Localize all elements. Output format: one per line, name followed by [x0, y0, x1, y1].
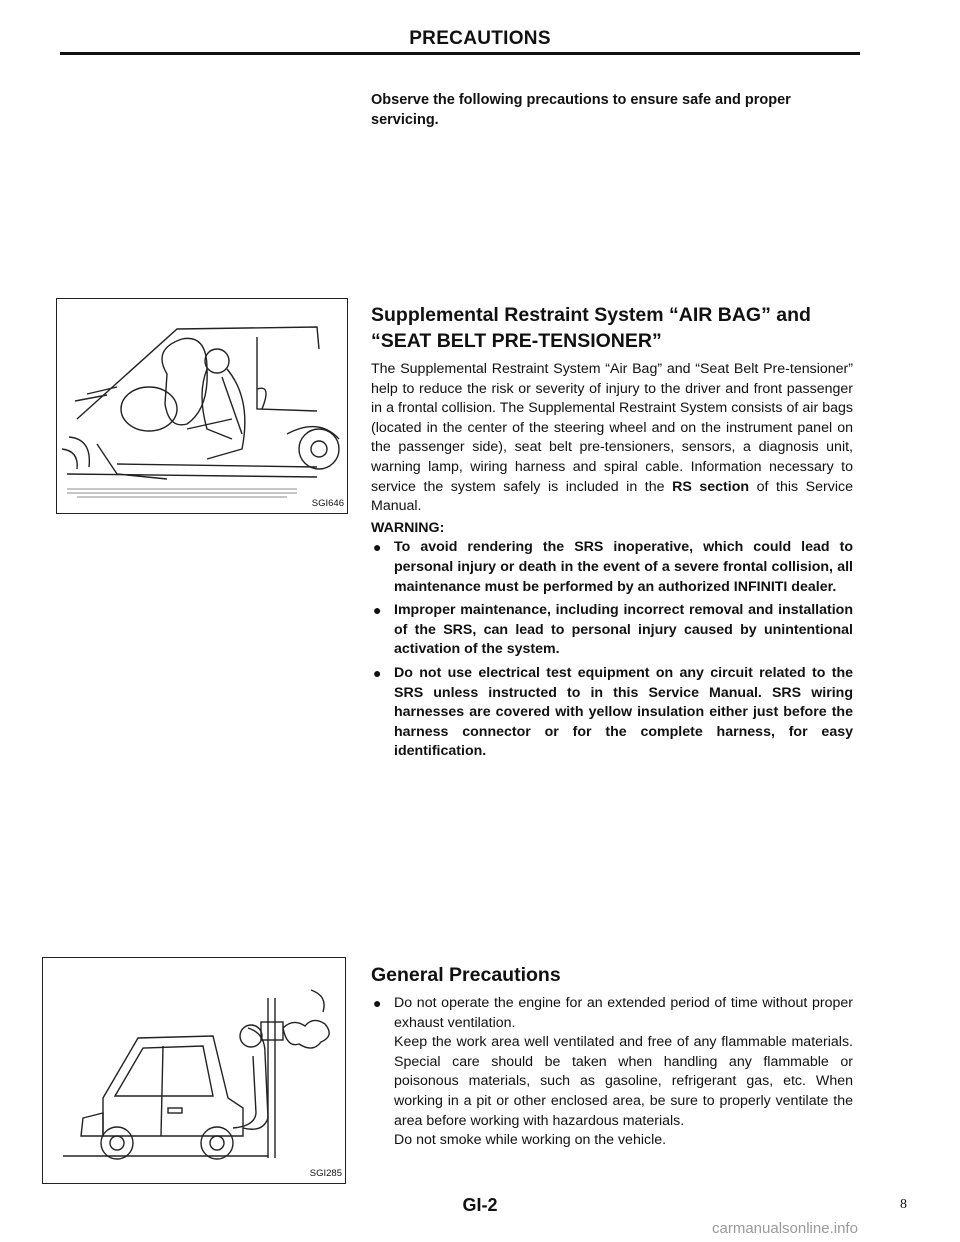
warning-label: WARNING:: [371, 519, 445, 536]
warning-item: ● To avoid rendering the SRS inoperative, which could lead to personal injury or death in the event of a severe frontal collision, all maintenance must be performed by an authorized INFINITI dealer.: [373, 539, 853, 595]
intro-text: Observe the following precautions to ensure safe and proper servicing.: [371, 92, 791, 128]
figure-code: SGI646: [311, 498, 344, 509]
bullet-icon: ●: [373, 602, 382, 619]
bullet-icon: ●: [373, 539, 382, 556]
warning-item: ● Improper maintenance, including incorrect removal and installation of the SRS, can lead to personal injury caused by unintentional activation of the system.: [373, 602, 853, 658]
airbag-figure: [56, 298, 348, 514]
general-precautions-section: [371, 962, 853, 1155]
exhaust-figure: [42, 957, 346, 1184]
rs-section-ref: RS section: [672, 478, 750, 495]
general-item: ● Do not operate the engine for an extended period of time without proper exhaust ventilation. Keep the work area well ventilated and free of any flammable materials. Special care should be taken when handling any flammable or poisonous materials, such as gasoline, refrigerant gas, etc. When working in a pit or other enclosed area, be sure to properly ventilate the area before working with hazardous materials. Do not smoke while working on the vehicle.: [373, 995, 853, 1149]
watermark-text: carmanualsonline.info: [712, 1220, 858, 1237]
bullet-icon: ●: [373, 664, 382, 681]
srs-section-title: Supplemental Restraint System “AIR BAG” and “SEAT BELT PRE-TENSIONER”: [371, 304, 811, 352]
warning-item: ● Do not use electrical test equipment on any circuit related to the SRS unless instructed to in this Service Manual. SRS wiring harnesses are covered with yellow insulation either just before the harness connector or for the complete harness, for easy identification.: [373, 664, 853, 760]
exhaust-illustration: [43, 958, 345, 1183]
srs-section: [371, 302, 853, 766]
general-list: [371, 994, 853, 1151]
general-section-title: General Precautions: [371, 964, 561, 986]
srs-body-text: The Supplemental Restraint System “Air Bag” and “Seat Belt Pre-tensioner” help to reduce the risk or severity of injury to the driver and front passenger in a frontal collision. The Supplemental Restraint System consists of air bags (located in the center of the steering wheel and on the instrument panel on the passenger side), seat belt pre-tensioners, sensors, a diagnosis unit, warning lamp, wiring harness and spiral cable. Information necessary to service the system safely is included in the RS section of this Service Manual.: [371, 361, 853, 515]
warning-list: [371, 538, 853, 762]
figure-code: SGI285: [309, 1168, 342, 1179]
page-code: GI-2: [462, 1195, 498, 1215]
page-title: PRECAUTIONS: [409, 28, 551, 49]
airbag-illustration: [57, 299, 347, 513]
page-number: 8: [900, 1197, 907, 1212]
bullet-icon: ●: [373, 995, 382, 1011]
header-rule: [60, 52, 860, 55]
